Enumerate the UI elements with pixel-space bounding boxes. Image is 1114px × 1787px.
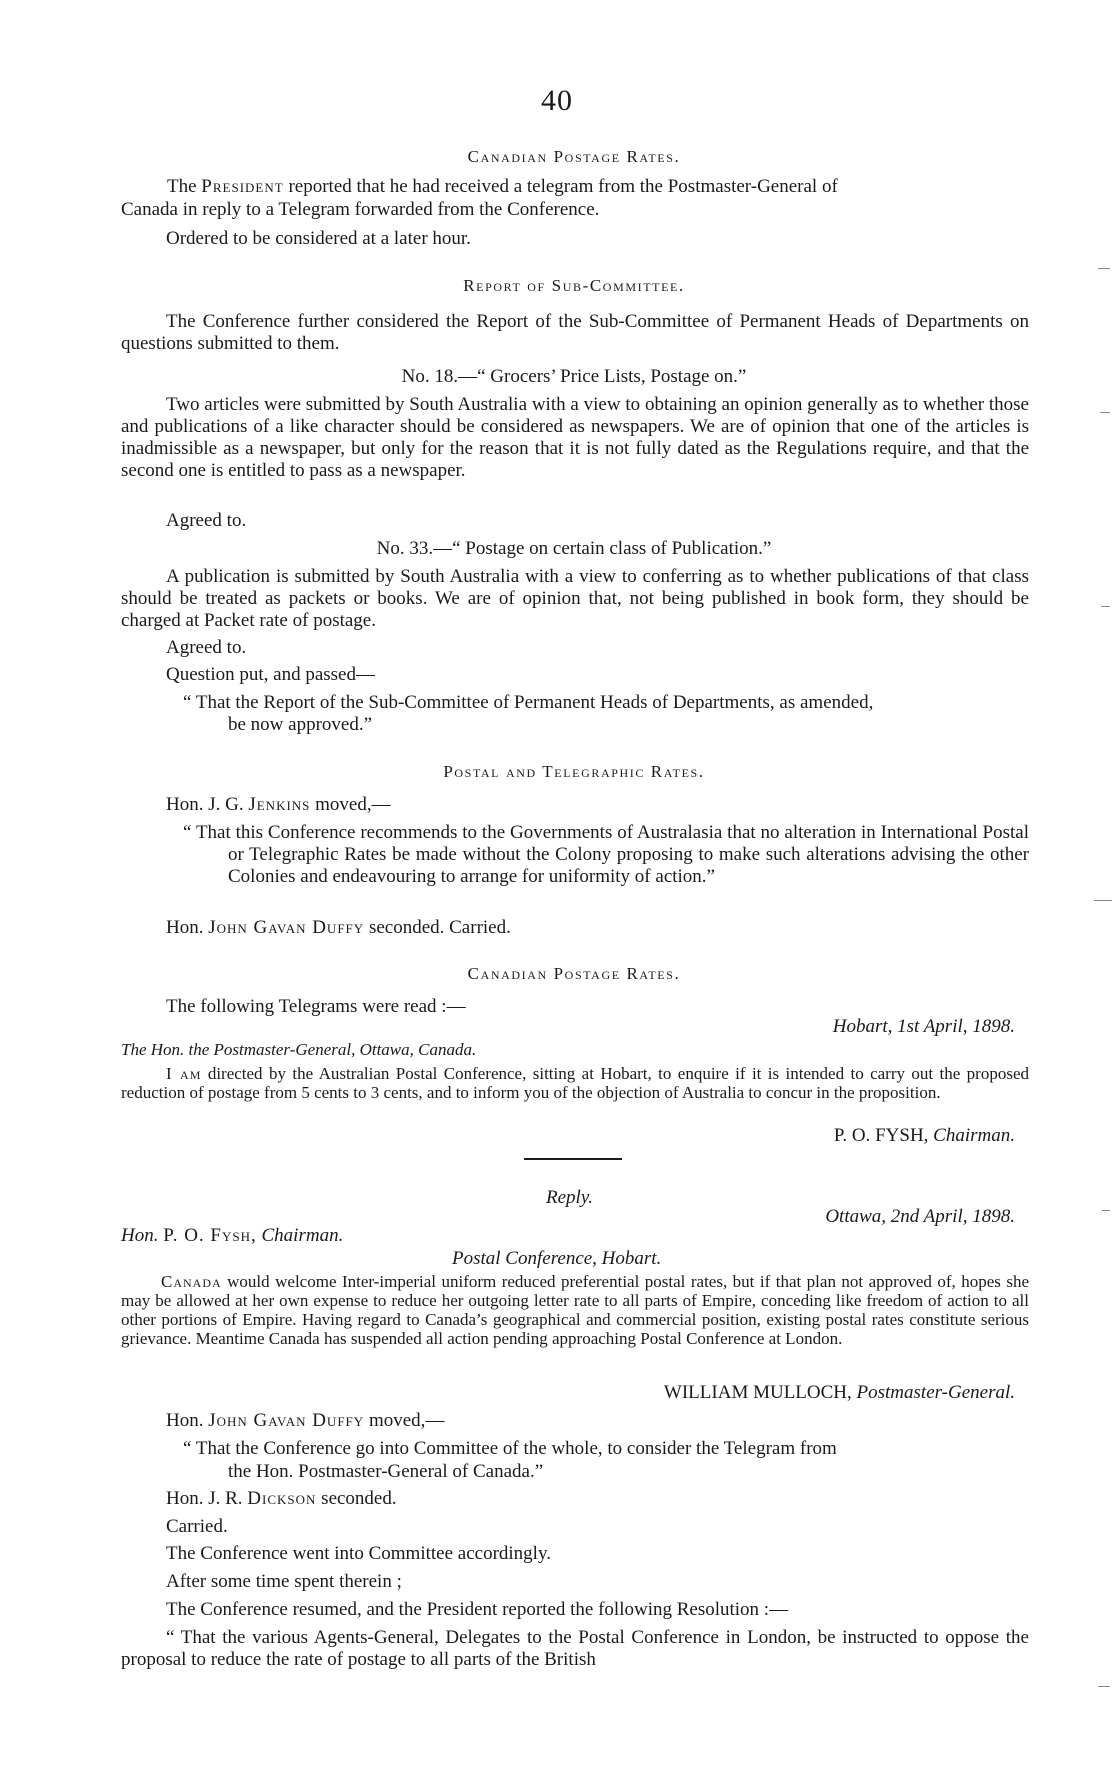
scan-mark (1102, 1210, 1110, 1211)
committee-seconder-prefix: Hon. J. R. (166, 1488, 243, 1509)
committee-resolution: “ That the various Agents-General, Delegates to the Postal Conference in London, be instructed to oppose the proposal to reduce the rate of postage to all parts of the British (121, 1627, 1029, 1670)
heading-report-sub-committee: Report of Sub-Committee. (463, 276, 685, 295)
jenkins-name: Jenkins (248, 794, 311, 815)
committee-seconder-suffix: seconded. (321, 1488, 397, 1509)
committee-mover-prefix: Hon. (166, 1410, 204, 1431)
committee-went-into: The Conference went into Committee accordingly. (166, 1543, 551, 1564)
duffy-seconded-name: John Gavan Duffy (208, 917, 365, 938)
reply-addressee-name: P. O. Fysh, (163, 1225, 257, 1246)
telegram1-addressee: The Hon. the Postmaster-General, Ottawa, Canada. (121, 1040, 477, 1059)
reply-label: Reply. (546, 1187, 593, 1208)
scan-mark (1100, 412, 1110, 413)
jenkins-motion: “ That this Conference recommends to the Governments of Australasia that no alteration in International Postal or Telegraphic Rates be made without the Colony proposing to make such alterations advising the other Colonies and endeavouring to arrange for uniformity of action.” (183, 822, 1029, 887)
committee-mover-suffix: moved,— (368, 1410, 445, 1431)
committee-mover (166, 1410, 444, 1432)
heading-canadian-postage-rates: Canadian Postage Rates. (467, 147, 681, 166)
item-18-agreed: Agreed to. (166, 510, 247, 531)
subcommittee-resolution-line1: “ That the Report of the Sub-Committee of Permanent Heads of Departments, as amended, (183, 692, 874, 713)
subcommittee-intro: The Conference further considered the Report of the Sub-Committee of Permanent Heads of Departments on questions submitted to them. (121, 311, 1029, 354)
committee-seconder-name: Dickson (247, 1488, 317, 1509)
reply-signature-name: WILLIAM MULLOCH, (663, 1382, 852, 1403)
reply-body (121, 1272, 1029, 1348)
committee-seconder (166, 1488, 397, 1510)
reply-signature-title: Postmaster-General. (856, 1382, 1015, 1403)
duffy-seconded-prefix: Hon. (166, 917, 204, 938)
committee-motion-line2: the Hon. Postmaster-General of Canada.” (228, 1461, 544, 1482)
ordered-later: Ordered to be considered at a later hour. (166, 228, 471, 249)
president-opening: The (167, 176, 197, 197)
scan-mark (1094, 900, 1112, 901)
heading-postal-telegraphic-rates: Postal and Telegraphic Rates. (443, 762, 705, 781)
jenkins-moved (166, 794, 391, 816)
item-33-text: A publication is submitted by South Australia with a view to conferring as to whether publications of that class should be treated as packets or books. We are of opinion that, not being published in book form, they should be charged at Packet rate of postage. (121, 566, 1029, 631)
item-18-text: Two articles were submitted by South Australia with a view to obtaining an opinion generally as to whether those and publications of a like character should be considered as newspapers. We are of opinion that one of the articles is inadmissible as a newspaper, but only for the reason that it is not fully dated as the Regulations require, and that the second one is entitled to pass as a newspaper. (121, 394, 1029, 481)
telegram1-place-date: Hobart, 1st April, 1898. (832, 1016, 1015, 1037)
item-33-agreed: Agreed to. (166, 637, 247, 658)
committee-carried: Carried. (166, 1516, 228, 1537)
jenkins-prefix: Hon. J. G. (166, 794, 244, 815)
committee-after-time: After some time spent therein ; (166, 1571, 402, 1592)
reply-addressee-title: Chairman. (261, 1225, 344, 1246)
president-reported-line2: Canada in reply to a Telegram forwarded from the Conference. (121, 199, 600, 220)
president-title: President (201, 176, 284, 197)
president-reported-line1 (167, 176, 838, 198)
reply-body-text: would welcome Inter-imperial uniform reduced preferential postal rates, but if that plan not approved of, hopes she may be allowed at her own expense to reduce her outgoing letter rate to all parts of Empire, conceding like freedom of action to all other portions of Empire. Having regard to Canada’s geographical and commercial position, existing postal rates constitute serious grievance. Meantime Canada has suspended all action pending approaching Postal Conference at London. (121, 1272, 1030, 1348)
duffy-seconded (166, 917, 511, 939)
reply-addressee-line2: Postal Conference, Hobart. (452, 1248, 662, 1269)
reply-place-date (825, 1206, 1015, 1228)
duffy-seconded-suffix: seconded. Carried. (368, 917, 511, 938)
jenkins-suffix: moved,— (315, 794, 391, 815)
reply-place-date-text: Ottawa, 2nd April, 1898. (825, 1206, 1015, 1227)
telegram1-body-lead: I am (166, 1064, 202, 1083)
telegram1-signature (834, 1125, 1015, 1147)
telegram1-body (121, 1064, 1029, 1102)
president-line1-rest: reported that he had received a telegram from the Postmaster-General of (288, 176, 838, 197)
reply-addressee-prefix: Hon. (121, 1225, 159, 1246)
scan-mark (1101, 606, 1110, 607)
reply-addressee (121, 1225, 343, 1247)
committee-mover-name: John Gavan Duffy (208, 1410, 365, 1431)
subcommittee-resolution-line2: be now approved.” (228, 714, 373, 735)
reply-body-lead: Canada (161, 1272, 222, 1291)
telegram1-signature-name: P. O. FYSH, (833, 1125, 929, 1146)
telegrams-intro: The following Telegrams were read :— (166, 996, 466, 1017)
telegram1-body-text: directed by the Australian Postal Conference, sitting at Hobart, to enquire if it is intended to carry out the proposed reduction of postage from 5 cents to 3 cents, and to inform you of the objection of Australia to concur in the proposition. (121, 1064, 1030, 1102)
item-33-title: No. 33.—“ Postage on certain class of Publication.” (376, 538, 772, 559)
reply-signature (664, 1382, 1015, 1404)
page-number: 40 (541, 84, 573, 117)
committee-resumed: The Conference resumed, and the President reported the following Resolution :— (166, 1599, 789, 1620)
divider-rule (524, 1158, 622, 1160)
scan-mark (1098, 268, 1110, 269)
scan-mark (1098, 1686, 1110, 1687)
question-put: Question put, and passed— (166, 664, 375, 685)
committee-motion-line1: “ That the Conference go into Committee of the whole, to consider the Telegram from (183, 1438, 837, 1459)
heading-canadian-postage-rates-2: Canadian Postage Rates. (467, 964, 681, 983)
item-18-title: No. 18.—“ Grocers’ Price Lists, Postage on.” (401, 366, 747, 387)
telegram1-signature-title: Chairman. (933, 1125, 1015, 1146)
